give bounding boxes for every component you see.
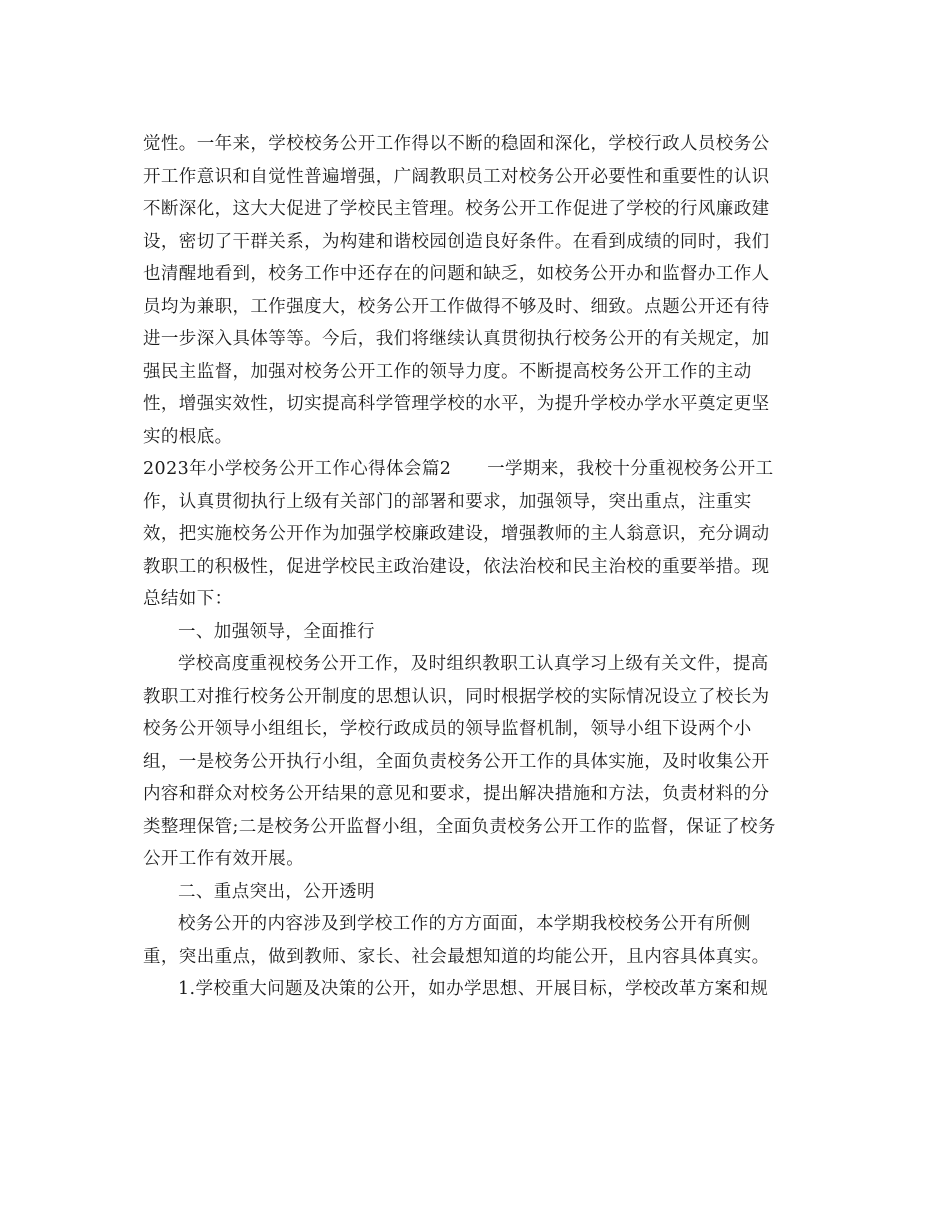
text-line: 效，把实施校务公开作为加强学校廉政建设，增强教师的主人翁意识，充分调动 bbox=[143, 524, 770, 544]
list-item-line: 1.学校重大问题及决策的公开，如办学思想、开展目标，学校改革方案和规 bbox=[178, 979, 769, 999]
text-line: 强民主监督，加强对校务公开工作的领导力度。不断提高校务公开工作的主动 bbox=[143, 361, 752, 382]
text-line: 性，增强实效性，切实提高科学管理学校的水平，为提升学校办学水平奠定更坚 bbox=[143, 394, 770, 414]
text-line: 开工作意识和自觉性普遍增强，广阔教职员工对校务公开必要性和重要性的认识 bbox=[143, 166, 770, 187]
text-line: 不断深化，这大大促进了学校民主管理。校务公开工作促进了学校的行风廉政建 bbox=[143, 199, 770, 219]
text-line: 觉性。一年来，学校校务公开工作得以不断的稳固和深化，学校行政人员校务公 bbox=[143, 134, 770, 154]
text-line: 类整理保管;二是校务公开监督小组，全面负责校务公开工作的监督，保证了校务 bbox=[143, 816, 776, 837]
text-line: 组，一是校务公开执行小组，全面负责校务公开工作的具体实施，及时收集公开 bbox=[143, 751, 770, 772]
text-line: 教职工的积极性，促进学校民主政治建设，依法治校和民主治校的重要举措。现 bbox=[143, 556, 770, 577]
text-line: 员均为兼职，工作强度大，校务公开工作做得不够及时、细致。点题公开还有待 bbox=[143, 296, 770, 317]
text-line: 实的根底。 bbox=[143, 426, 233, 447]
document-body bbox=[143, 128, 813, 1006]
subheading-line: 一、加强领导，全面推行 bbox=[178, 621, 375, 642]
text-line: 校务公开的内容涉及到学校工作的方方面面，本学期我校校务公开有所侧 bbox=[178, 914, 751, 934]
text-line: 作，认真贯彻执行上级有关部门的部署和要求，加强领导，突出重点，注重实 bbox=[143, 491, 752, 512]
text-line: 内容和群众对校务公开结果的意见和要求，提出解决措施和方法，负责材料的分 bbox=[143, 784, 770, 804]
text-line: 总结如下： bbox=[143, 589, 233, 609]
text-line: 校务公开领导小组组长，学校行政成员的领导监督机制，领导小组下设两个小 bbox=[143, 719, 752, 739]
text-line: 进一步深入具体等等。今后，我们将继续认真贯彻执行校务公开的有关规定，加 bbox=[143, 329, 770, 349]
text-line: 也清醒地看到，校务工作中还存在的问题和缺乏，如校务公开办和监督办工作人 bbox=[143, 264, 770, 284]
subheading-line: 二、重点突出，公开透明 bbox=[178, 881, 375, 902]
text-line: 教职工对推行校务公开制度的思想认识，同时根据学校的实际情况设立了校长为 bbox=[143, 686, 770, 707]
text-line: 重，突出重点，做到教师、家长、社会最想知道的均能公开，且内容具体真实。 bbox=[143, 946, 770, 967]
text-line: 设，密切了干群关系，为构建和谐校园创造良好条件。在看到成绩的同时，我们 bbox=[143, 231, 770, 252]
section-heading-line: 2023年小学校务公开工作心得体会篇2 一学期来，我校十分重视校务公开工 bbox=[143, 459, 774, 479]
text-line: 公开工作有效开展。 bbox=[143, 849, 305, 869]
text-line: 学校高度重视校务公开工作，及时组织教职工认真学习上级有关文件，提高 bbox=[178, 654, 769, 674]
